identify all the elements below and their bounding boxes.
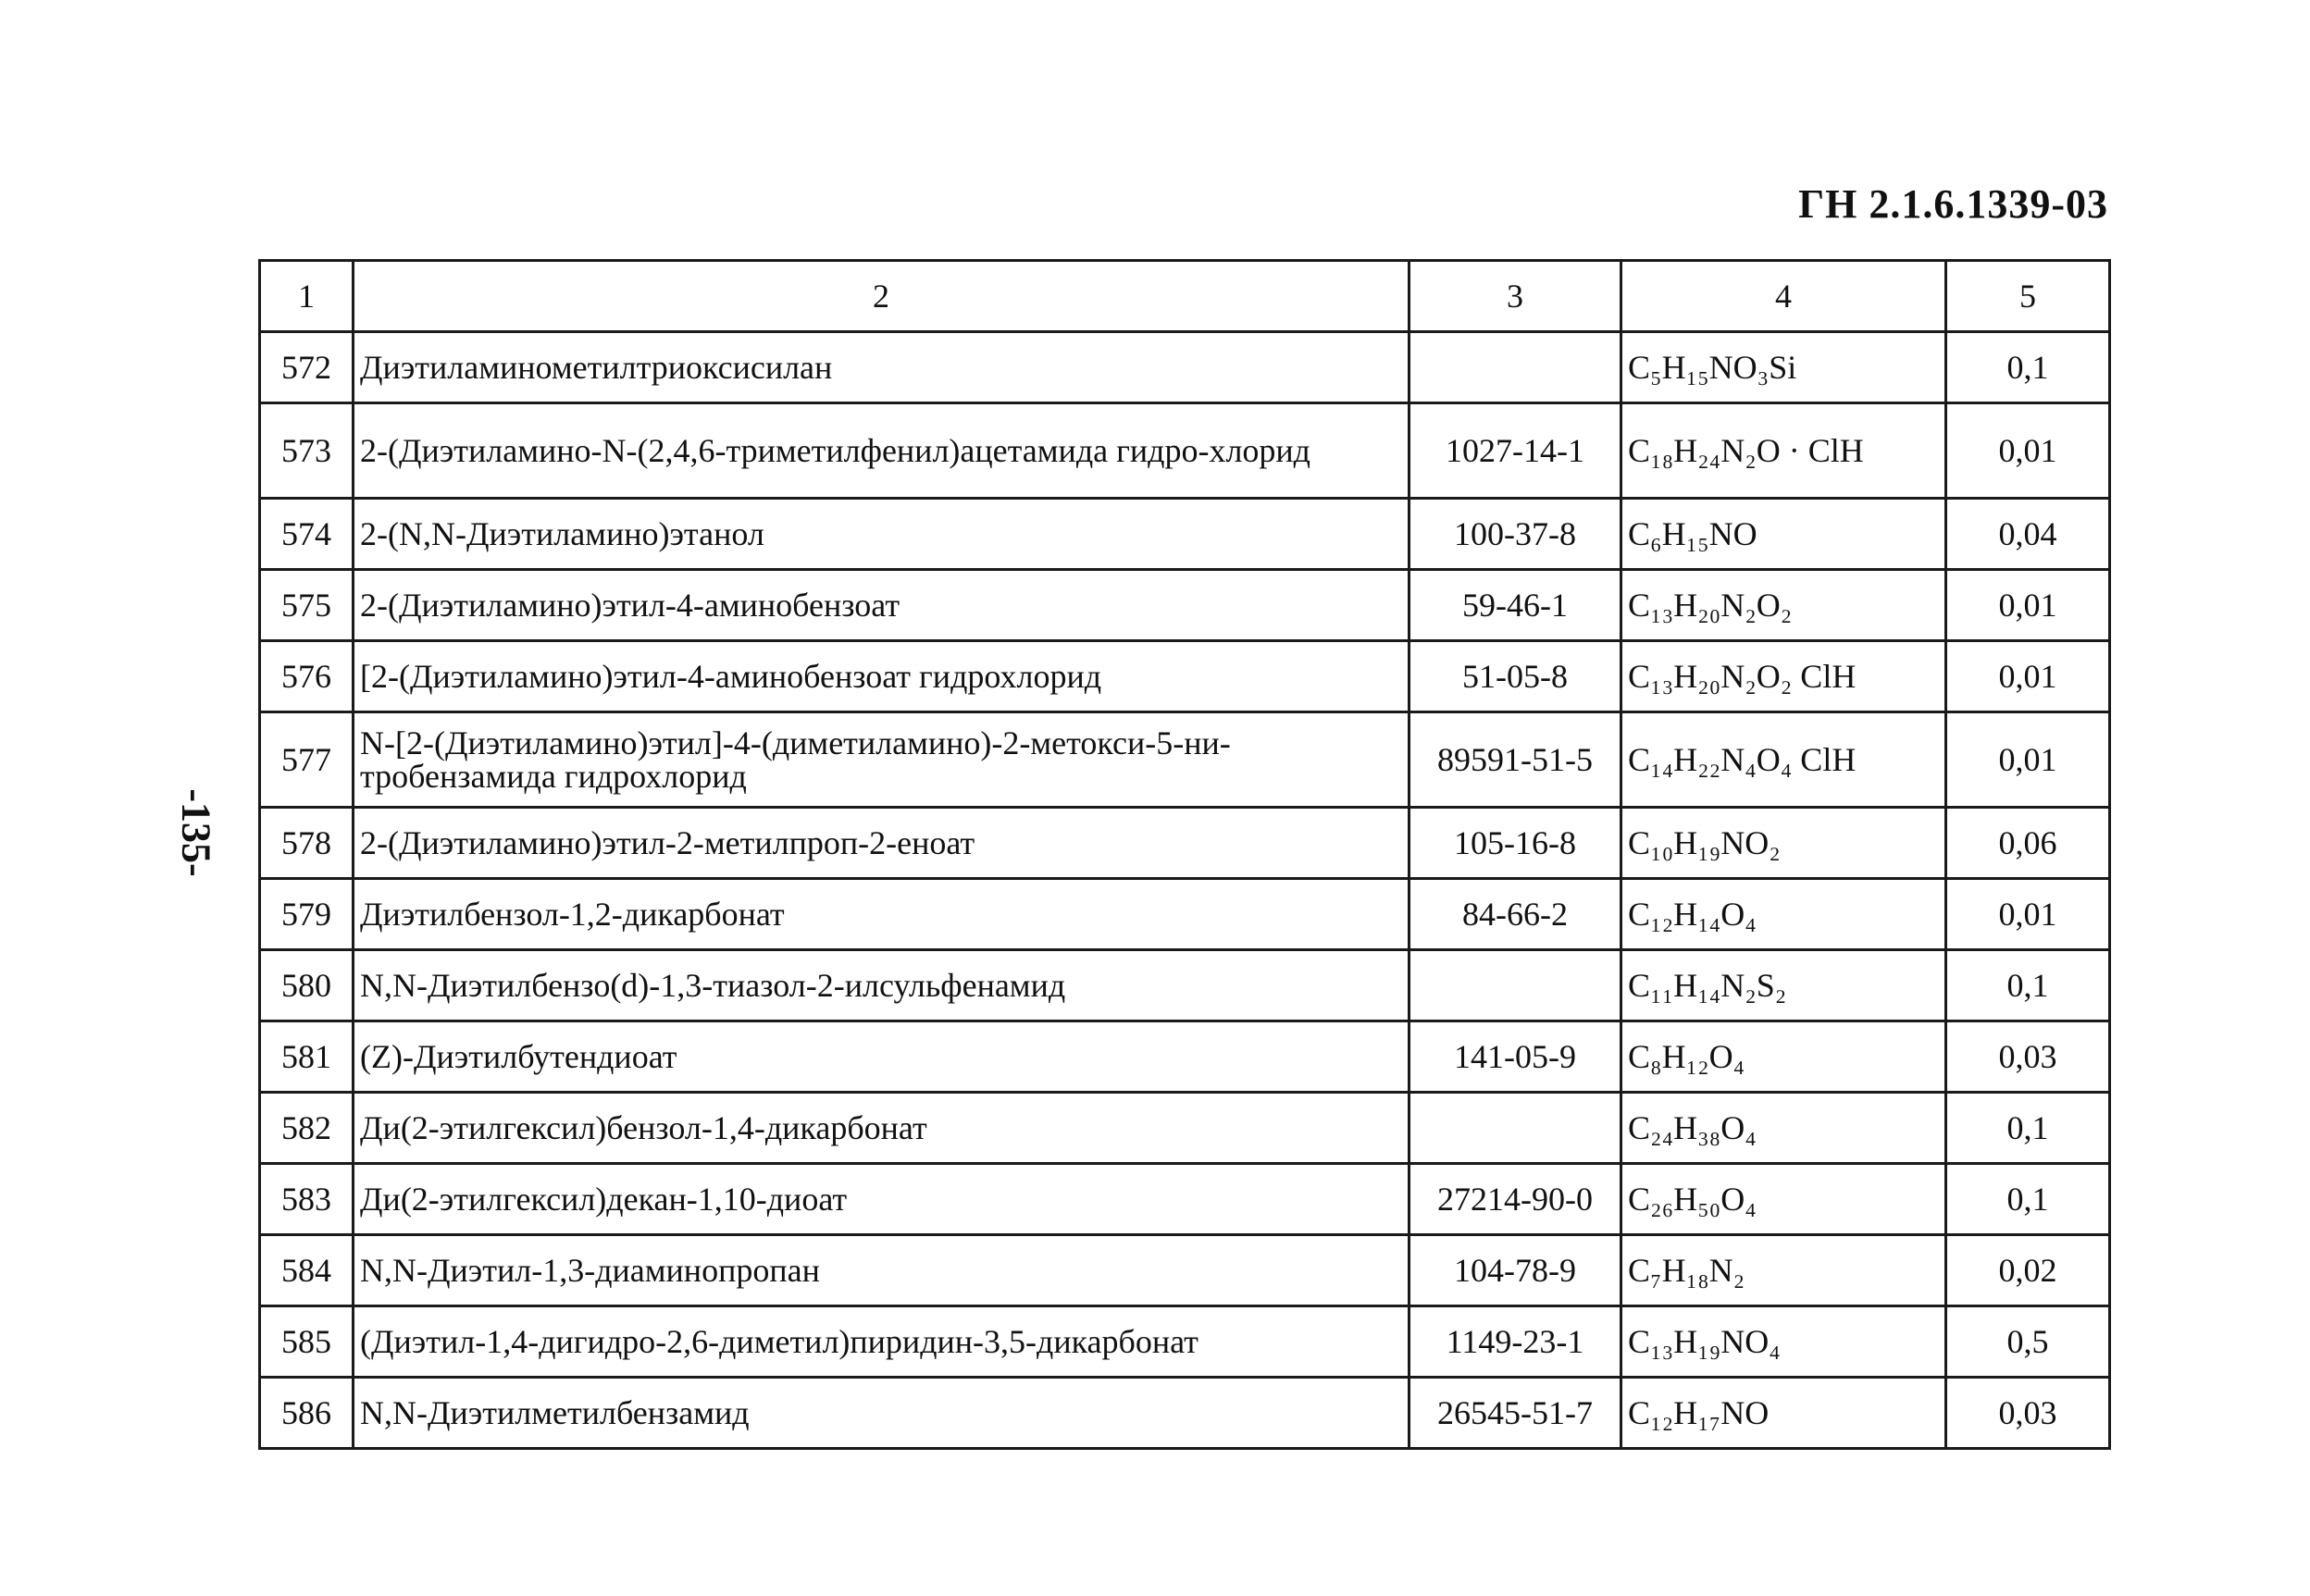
column-header: 5 — [1946, 261, 2110, 332]
substance-name-text: (Z)-Диэтилбутендиоат — [360, 1038, 677, 1075]
substance-name — [354, 1378, 1410, 1449]
cas-number: 104-78-9 — [1410, 1235, 1621, 1306]
table-row — [260, 1235, 2110, 1306]
limit-value: 0,1 — [1946, 1093, 2110, 1164]
limit-value: 0,04 — [1946, 499, 2110, 570]
formula: C₂₆H₅₀O₄ — [1621, 1164, 1946, 1235]
document-code: ГН 2.1.6.1339-03 — [1798, 181, 2108, 227]
formula: C₇H₁₈N₂ — [1621, 1235, 1946, 1306]
table-row — [260, 1021, 2110, 1093]
formula: C₅H₁₅NO₃Si — [1621, 332, 1946, 403]
formula: C₂₄H₃₈O₄ — [1621, 1093, 1946, 1164]
substance-name-text: 2-(N,N-Диэтиламино)этанол — [360, 515, 764, 552]
substance-name-text: 2-(Диэтиламино-N-(2,4,6-триметилфенил)ацетамида гидро-хлорид — [360, 432, 1311, 469]
table-row — [260, 1306, 2110, 1378]
cas-number — [1410, 332, 1621, 403]
limit-value: 0,03 — [1946, 1021, 2110, 1093]
formula: C₁₂H₁₄O₄ — [1621, 879, 1946, 950]
substance-name — [354, 403, 1410, 499]
row-number: 573 — [260, 403, 354, 499]
column-header: 2 — [354, 261, 1410, 332]
limit-value: 0,5 — [1946, 1306, 2110, 1378]
row-number: 579 — [260, 879, 354, 950]
substance-name-text: [2-(Диэтиламино)этил-4-аминобензоат гидрохлорид — [360, 658, 1102, 695]
substance-name — [354, 712, 1410, 808]
table-row — [260, 950, 2110, 1021]
substance-name — [354, 1235, 1410, 1306]
substance-name — [354, 1093, 1410, 1164]
formula: C₁₈H₂₄N₂O · ClH — [1621, 403, 1946, 499]
cas-number — [1410, 1093, 1621, 1164]
substance-name-text: 2-(Диэтиламино)этил-2-метилпроп-2-еноат — [360, 824, 975, 861]
substance-name — [354, 1306, 1410, 1378]
cas-number: 105-16-8 — [1410, 808, 1621, 879]
row-number: 583 — [260, 1164, 354, 1235]
row-number: 580 — [260, 950, 354, 1021]
limit-value: 0,03 — [1946, 1378, 2110, 1449]
row-number: 574 — [260, 499, 354, 570]
table-row — [260, 641, 2110, 712]
cas-number — [1410, 950, 1621, 1021]
substances-table — [258, 259, 2111, 1450]
cas-number: 1149-23-1 — [1410, 1306, 1621, 1378]
substance-name-text: Ди(2-этилгексил)декан-1,10-диоат — [360, 1181, 848, 1218]
table-row — [260, 1378, 2110, 1449]
formula: C₁₃H₂₀N₂O₂ ClH — [1621, 641, 1946, 712]
row-number: 581 — [260, 1021, 354, 1093]
column-header: 1 — [260, 261, 354, 332]
table-row — [260, 332, 2110, 403]
row-number: 585 — [260, 1306, 354, 1378]
limit-value: 0,01 — [1946, 879, 2110, 950]
substance-name-text: Диэтилбензол-1,2-дикарбонат — [360, 896, 785, 933]
limit-value: 0,1 — [1946, 332, 2110, 403]
cas-number: 59-46-1 — [1410, 570, 1621, 641]
substance-name — [354, 332, 1410, 403]
substance-name — [354, 641, 1410, 712]
substance-name — [354, 950, 1410, 1021]
cas-number: 26545-51-7 — [1410, 1378, 1621, 1449]
limit-value: 0,02 — [1946, 1235, 2110, 1306]
column-header: 3 — [1410, 261, 1621, 332]
page-number-text: -135- — [173, 788, 219, 877]
substance-name — [354, 499, 1410, 570]
table-row — [260, 712, 2110, 808]
cas-number: 141-05-9 — [1410, 1021, 1621, 1093]
limit-value: 0,01 — [1946, 570, 2110, 641]
limit-value: 0,1 — [1946, 950, 2110, 1021]
cas-number: 100-37-8 — [1410, 499, 1621, 570]
table-row — [260, 879, 2110, 950]
substance-name-text: N-[2-(Диэтиламино)этил]-4-(диметиламино)-2-метокси-5-ни-тробензамида гидрохлорид — [360, 724, 1231, 795]
formula: C₁₃H₁₉NO₄ — [1621, 1306, 1946, 1378]
row-number: 586 — [260, 1378, 354, 1449]
formula: C₈H₁₂O₄ — [1621, 1021, 1946, 1093]
table-row — [260, 499, 2110, 570]
substance-name-text: Ди(2-этилгексил)бензол-1,4-дикарбонат — [360, 1109, 927, 1146]
row-number: 575 — [260, 570, 354, 641]
substance-name-text: N,N-Диэтилметилбензамид — [360, 1394, 750, 1431]
substance-name-text: N,N-Диэтилбензо(d)-1,3-тиазол-2-илсульфенамид — [360, 967, 1066, 1004]
table-row — [260, 1093, 2110, 1164]
substance-name — [354, 570, 1410, 641]
substance-name-text: 2-(Диэтиламино)этил-4-аминобензоат — [360, 587, 900, 624]
formula: C₆H₁₅NO — [1621, 499, 1946, 570]
limit-value: 0,1 — [1946, 1164, 2110, 1235]
cas-number: 27214-90-0 — [1410, 1164, 1621, 1235]
row-number: 576 — [260, 641, 354, 712]
substance-name-text: N,N-Диэтил-1,3-диаминопропан — [360, 1252, 820, 1289]
cas-number: 51-05-8 — [1410, 641, 1621, 712]
limit-value: 0,01 — [1946, 712, 2110, 808]
limit-value: 0,01 — [1946, 403, 2110, 499]
table-row — [260, 570, 2110, 641]
limit-value: 0,06 — [1946, 808, 2110, 879]
substance-name — [354, 1164, 1410, 1235]
row-number: 582 — [260, 1093, 354, 1164]
formula: C₁₀H₁₉NO₂ — [1621, 808, 1946, 879]
substance-name-text: (Диэтил-1,4-дигидро-2,6-диметил)пиридин-3,5-дикарбонат — [360, 1323, 1198, 1360]
row-number: 577 — [260, 712, 354, 808]
cas-number: 89591-51-5 — [1410, 712, 1621, 808]
table-header-row — [260, 261, 2110, 332]
substance-name — [354, 879, 1410, 950]
substance-name-text: Диэтиламинометилтриоксисилан — [360, 349, 833, 386]
table-row — [260, 1164, 2110, 1235]
limit-value: 0,01 — [1946, 641, 2110, 712]
formula: C₁₄H₂₂N₄O₄ ClH — [1621, 712, 1946, 808]
row-number: 584 — [260, 1235, 354, 1306]
substance-name — [354, 1021, 1410, 1093]
table-row — [260, 403, 2110, 499]
row-number: 572 — [260, 332, 354, 403]
substance-name — [354, 808, 1410, 879]
formula: C₁₁H₁₄N₂S₂ — [1621, 950, 1946, 1021]
cas-number: 1027-14-1 — [1410, 403, 1621, 499]
formula: C₁₂H₁₇NO — [1621, 1378, 1946, 1449]
row-number: 578 — [260, 808, 354, 879]
table-row — [260, 808, 2110, 879]
formula: C₁₃H₂₀N₂O₂ — [1621, 570, 1946, 641]
cas-number: 84-66-2 — [1410, 879, 1621, 950]
column-header: 4 — [1621, 261, 1946, 332]
